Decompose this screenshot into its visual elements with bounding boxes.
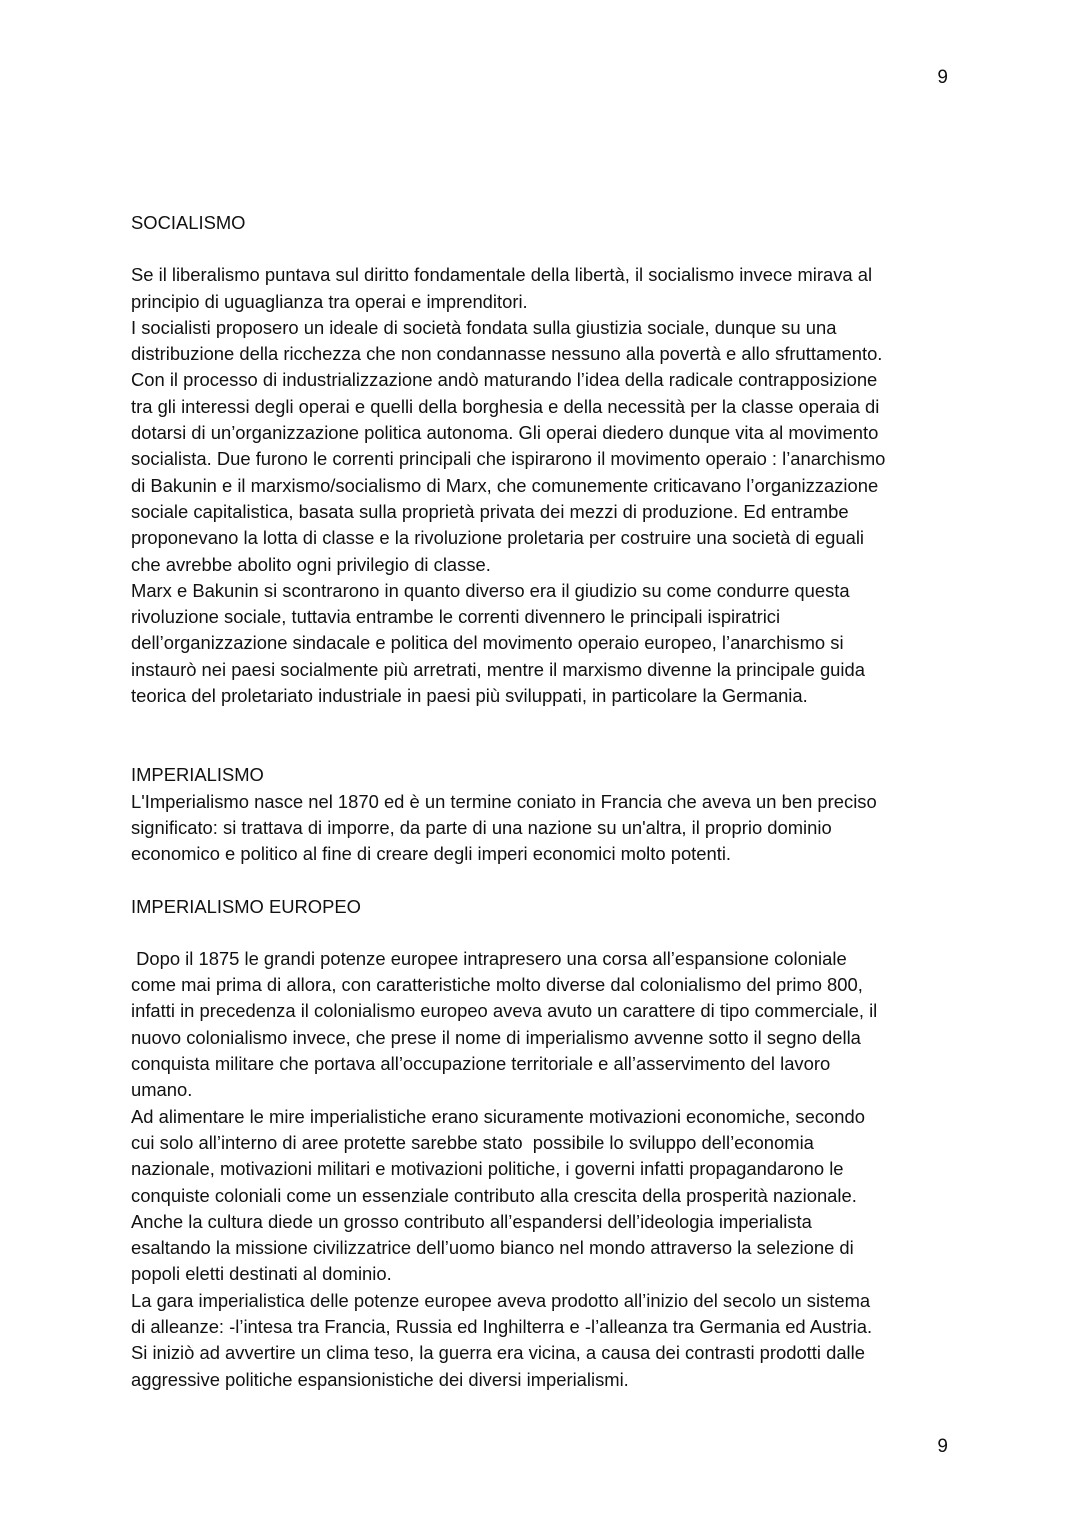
text-line: infatti in precedenza il colonialismo europeo aveva avuto un carattere di tipo commerciale, il <box>131 1000 878 1022</box>
text-line: esaltando la missione civilizzatrice dell’uomo bianco nel mondo attraverso la selezione di <box>131 1237 854 1259</box>
text-line: rivoluzione sociale, tuttavia entrambe le correnti divennero le principali ispiratrici <box>131 606 781 628</box>
text-line: principio di uguaglianza tra operai e imprenditori. <box>131 290 528 312</box>
text-line: Anche la cultura diede un grosso contributo all’espandersi dell’ideologia imperialista <box>131 1210 812 1232</box>
text-line: conquiste coloniali come un essenziale contributo alla crescita della prosperità nazionale. <box>131 1184 857 1206</box>
text-line: che avrebbe abolito ogni privilegio di classe. <box>131 553 491 575</box>
text-line: nuovo colonialismo invece, che prese il nome di imperialismo avvenne sotto il segno della <box>131 1026 861 1048</box>
text-line: significato: si trattava di imporre, da parte di una nazione su un'altra, il proprio dominio <box>131 816 832 838</box>
text-line: I socialisti proposero un ideale di società fondata sulla giustizia sociale, dunque su una <box>131 316 837 338</box>
text-line: Dopo il 1875 le grandi potenze europee intrapresero una corsa all’espansione coloniale <box>131 947 847 969</box>
text-line: economico e politico al fine di creare degli imperi economici molto potenti. <box>131 843 732 865</box>
text-line: Con il processo di industrializzazione andò maturando l’idea della radicale contrapposizione <box>131 369 878 391</box>
text-line: di Bakunin e il marxismo/socialismo di Marx, che comunemente criticavano l’organizzazione <box>131 474 879 496</box>
text-line: proponevano la lotta di classe e la rivoluzione proletaria per costruire una società di eguali <box>131 527 864 549</box>
text-line: popoli eletti destinati al dominio. <box>131 1263 392 1285</box>
paragraph-socialismo <box>131 262 961 709</box>
text-line: instaurò nei paesi socialmente più arretrati, mentre il marxismo divenne la principale guida <box>131 658 865 680</box>
text-line: Si iniziò ad avvertire un clima teso, la guerra era vicina, a causa dei contrasti prodotti dalle <box>131 1342 865 1364</box>
text-line: aggressive politiche espansionistiche dei diversi imperialismi. <box>131 1368 629 1390</box>
spacer <box>131 920 961 946</box>
paragraph-imperialismo-europeo <box>131 946 961 1393</box>
text-line: Se il liberalismo puntava sul diritto fondamentale della libertà, il socialismo invece mirava al <box>131 264 873 286</box>
text-line: socialista. Due furono le correnti principali che ispirarono il movimento operaio : l’anarchismo <box>131 448 886 470</box>
text-line: umano. <box>131 1079 193 1101</box>
text-line: di alleanze: -l’intesa tra Francia, Russia ed Inghilterra e -l’alleanza tra Germania ed Austria. <box>131 1315 873 1337</box>
section-title-imperialismo: IMPERIALISMO <box>131 764 264 786</box>
spacer <box>131 236 961 262</box>
text-line: come mai prima di allora, con caratteristiche molto diverse dal colonialismo del primo 800, <box>131 974 863 996</box>
text-line: La gara imperialistica delle potenze europee aveva prodotto all’inizio del secolo un sistema <box>131 1289 871 1311</box>
page-number-bottom: 9 <box>937 1436 948 1457</box>
text-line: nazionale, motivazioni militari e motivazioni politiche, i governi infatti propagandarono le <box>131 1158 844 1180</box>
text-line: Ad alimentare le mire imperialistiche erano sicuramente motivazioni economiche, secondo <box>131 1105 865 1127</box>
text-line: cui solo all’interno di aree protette sarebbe stato possibile lo sviluppo dell’economia <box>131 1131 814 1153</box>
text-line: conquista militare che portava all’occupazione territoriale e all’asservimento del lavoro <box>131 1053 831 1075</box>
text-line: teorica del proletariato industriale in paesi più sviluppati, in particolare la Germania. <box>131 685 808 707</box>
document-body <box>131 210 961 1393</box>
text-line: Marx e Bakunin si scontrarono in quanto diverso era il giudizio su come condurre questa <box>131 579 850 601</box>
spacer <box>131 868 961 894</box>
text-line: tra gli interessi degli operai e quelli della borghesia e della necessità per la classe operaia di <box>131 395 880 417</box>
text-line: sociale capitalistica, basata sulla proprietà privata dei mezzi di produzione. Ed entrambe <box>131 500 849 522</box>
text-line: distribuzione della ricchezza che non condannasse nessuno alla povertà e allo sfruttamento. <box>131 343 883 365</box>
text-line: dell’organizzazione sindacale e politica del movimento operaio europeo, l’anarchismo si <box>131 632 844 654</box>
text-line: L'Imperialismo nasce nel 1870 ed è un termine coniato in Francia che aveva un ben preciso <box>131 790 877 812</box>
text-line: dotarsi di un’organizzazione politica autonoma. Gli operai diedero dunque vita al movimento <box>131 422 879 444</box>
section-title-imperialismo-europeo: IMPERIALISMO EUROPEO <box>131 895 361 917</box>
section-title-socialismo: SOCIALISMO <box>131 212 246 233</box>
paragraph-imperialismo <box>131 789 961 868</box>
spacer <box>131 709 961 762</box>
page-number-top: 9 <box>937 67 948 88</box>
